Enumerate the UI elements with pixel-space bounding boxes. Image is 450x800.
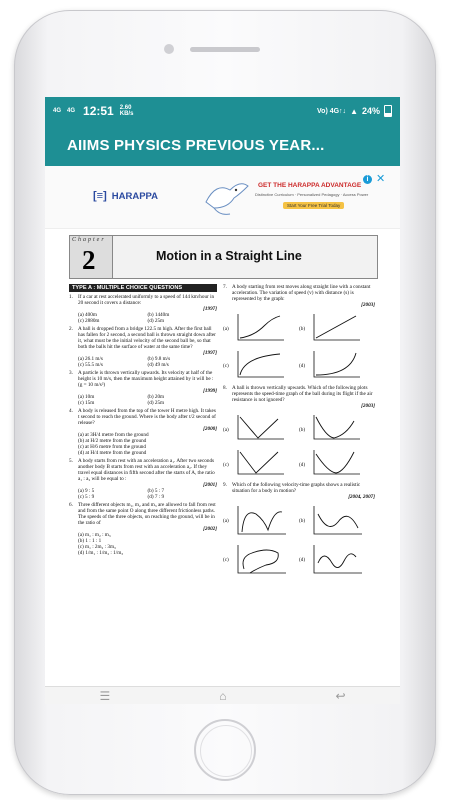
q8-graph-c <box>223 448 299 478</box>
graph-label: (c) <box>223 462 229 468</box>
left-column <box>69 284 217 558</box>
menu-nav-icon[interactable]: ☰ <box>99 688 111 703</box>
question-number: 8. <box>223 385 227 391</box>
answer-option: (d) at H/4 metre from the ground <box>78 450 147 456</box>
document-page[interactable] <box>45 229 400 627</box>
chapter-number: 2 <box>82 245 96 275</box>
answer-option: (d) 7 : 9 <box>147 494 165 500</box>
answer-option: (b) at H/2 metre from the ground <box>78 438 147 444</box>
graph-label: (a) <box>223 326 229 332</box>
answer-option: (a) 400m <box>78 312 97 318</box>
question-text: Which of the following velocity-time graphs shows a realistic situation for a body in motion? <box>232 482 361 494</box>
q9-graph-d <box>299 543 375 577</box>
question-6 <box>69 502 217 556</box>
graph-label: (a) <box>223 518 229 524</box>
answer-option: (c) m₁ : 2m₂ : 3m₃ <box>78 544 116 550</box>
question-number: 6. <box>69 502 73 508</box>
question-text: A ball is dropped from a bridge 122.5 m high. After the first ball has fallen for 2 second, a second ball is thrown straight down after it, what must be the initial velocity of the second ball be, so that both the balls hit the surface of water at the same time? <box>78 326 216 350</box>
battery-percent: 24% <box>361 106 380 116</box>
network-indicator-1 <box>53 108 61 115</box>
answer-option: (c) 55.5 m/s <box>78 362 103 368</box>
answer-option: (a) m₁ : m₂ : m₃ <box>78 532 111 538</box>
question-year: [2001] <box>203 482 217 488</box>
app-title: AIIMS PHYSICS PREVIOUS YEAR... <box>67 137 325 154</box>
answer-option: (b) 20m <box>147 394 165 400</box>
chapter-title: Motion in a Straight Line <box>156 249 302 263</box>
question-year: [1999] <box>203 388 217 394</box>
question-text: A body starts from rest with an acceleration a₁. After two seconds another body B starts from rest with an acceleration a₂. If they travel equal distances in fifth second after the starts of A, the ratio a₁ : a₂ will be equal to : <box>78 458 215 482</box>
chapter-header <box>69 235 378 279</box>
chapter-label: Chapter <box>72 237 106 243</box>
question-text: Three different objects m₁, m₂ and m₃ are allowed to fall from rest and from the same point O along three different frictionless paths. The speeds of the three objects, on reaching the ground, will be in the ratio of <box>78 502 216 526</box>
signal-icon: ▲ <box>350 106 358 116</box>
answer-option: (c) 2880m <box>78 318 100 324</box>
question-year: [2000] <box>203 426 217 432</box>
answer-option: (c) 15m <box>78 400 95 406</box>
answer-option: (d) 25m <box>147 400 165 406</box>
ad-subtext: Distinctive Curriculum · Personalized Pedagogy · Access Power <box>255 192 369 197</box>
harappa-logo-icon: [≡] <box>93 190 107 202</box>
question-year: [2003] <box>361 403 375 409</box>
answer-options <box>78 488 217 500</box>
answer-option: (c) 5 : 9 <box>78 494 95 500</box>
question-year: [2002] <box>203 526 217 532</box>
ad-brand: HARAPPA <box>111 190 159 202</box>
battery-icon <box>384 105 392 117</box>
question-5 <box>69 458 217 500</box>
answer-option: (b) 5 : 7 <box>147 488 165 494</box>
net2-label: 4G <box>67 107 76 114</box>
graph-label: (b) <box>299 326 306 332</box>
question-number: 3. <box>69 370 73 376</box>
q9-graph-b <box>299 504 375 538</box>
volte-indicator: Vo) 4G↑↓ <box>317 107 347 115</box>
navigation-bar <box>45 686 400 704</box>
answer-options <box>78 432 217 456</box>
question-1 <box>69 294 217 324</box>
q9-graph-a <box>223 504 299 538</box>
graph-label: (a) <box>223 427 229 433</box>
question-2 <box>69 326 217 368</box>
app-bar <box>45 125 400 166</box>
q7-graph-a <box>223 312 299 344</box>
speed-value: 2.60 <box>119 105 132 111</box>
q8-graph-b <box>299 413 375 443</box>
q8-graph-a <box>223 413 299 443</box>
q7-graph-c <box>223 349 299 381</box>
question-text: If a car at rest accelerated uniformly to a speed of 144 km/hour in 20 second it covers a distance: <box>78 294 215 306</box>
question-number: 1. <box>69 294 73 300</box>
ad-info-icon[interactable]: i <box>363 175 372 184</box>
graph-label: (d) <box>299 557 306 563</box>
answer-option: (a) at 3H/4 metre from the ground <box>78 432 149 438</box>
question-number: 4. <box>69 408 73 414</box>
graph-label: (c) <box>223 363 229 369</box>
answer-option: (b) 1440m <box>147 312 170 318</box>
question-3 <box>69 370 217 406</box>
question-year: [1997] <box>203 350 217 356</box>
question-text: A ball is thrown vertically upwards. Which of the following plots represents the speed-time graph of the ball during its flight if the air resistance is not ignored? <box>232 385 373 403</box>
question-7 <box>223 284 375 308</box>
question-4 <box>69 408 217 456</box>
question-text: A body starting from rest moves along straight line with a constant acceleration. The variation of speed (v) with distance (s) is represented by the graph: <box>232 284 371 302</box>
answer-options <box>78 312 217 324</box>
graph-label: (b) <box>299 518 306 524</box>
graph-label: (d) <box>299 462 306 468</box>
question-number: 7. <box>223 284 227 290</box>
question-number: 2. <box>69 326 73 332</box>
front-camera <box>164 44 174 54</box>
network-indicator-2 <box>67 108 75 115</box>
answer-option: (b) 9.8 m/s <box>147 356 171 362</box>
back-nav-icon[interactable]: ↩ <box>335 688 346 703</box>
status-time: 12:51 <box>83 104 114 118</box>
question-year: [1997] <box>203 306 217 312</box>
q7-graph-b <box>299 312 375 344</box>
ad-close-icon[interactable]: ✕ <box>376 173 386 185</box>
net1-label: 4G <box>53 107 62 114</box>
answer-options <box>78 532 217 556</box>
speed-unit: KB/s <box>119 111 134 117</box>
ad-bird-illustration <box>200 172 252 220</box>
question-text: A body is released from the top of the tower H metre high. It takes t second to reach the ground. Where is the body after t/2 second of release? <box>78 408 216 426</box>
question-8 <box>223 385 375 409</box>
answer-option: (a) 26.1 m/s <box>78 356 103 362</box>
answer-options <box>78 394 217 406</box>
graph-label: (b) <box>299 427 306 433</box>
q7-graph-d <box>299 349 375 381</box>
phone-screen <box>45 97 400 704</box>
network-speed <box>120 105 134 117</box>
q9-graph-c <box>223 543 299 577</box>
question-number: 5. <box>69 458 73 464</box>
chapter-number-box <box>70 236 113 278</box>
q9-graphs <box>223 504 375 577</box>
home-nav-icon[interactable]: ⌂ <box>219 688 227 703</box>
ad-headline: GET THE HARAPPA ADVANTAGE <box>258 182 362 189</box>
ad-banner[interactable] <box>45 166 400 229</box>
question-number: 9. <box>223 482 227 488</box>
answer-options <box>78 356 217 368</box>
answer-option: (a) 10m <box>78 394 95 400</box>
right-column <box>223 284 375 581</box>
answer-option: (d) 49 m/s <box>147 362 169 368</box>
question-year: [2003] <box>361 302 375 308</box>
answer-option: (a) 9 : 5 <box>78 488 95 494</box>
question-9 <box>223 482 375 500</box>
earpiece-speaker <box>190 47 260 52</box>
q8-graphs <box>223 413 375 478</box>
question-text: A particle is thrown vertically upwards. Its velocity at half of the height is 10 m/s, then the maximum height attained by it will be : (g = 10 m/s²) <box>78 370 214 388</box>
q8-graph-d <box>299 448 375 478</box>
graph-label: (d) <box>299 363 306 369</box>
answer-option: (d) 25m <box>147 318 165 324</box>
answer-option: (c) at H/6 metre from the ground <box>78 444 146 450</box>
ad-logo <box>93 190 158 202</box>
physical-home-button[interactable] <box>194 719 256 781</box>
status-bar <box>45 97 400 125</box>
question-list-left <box>69 294 217 556</box>
answer-option: (b) 1 : 1 : 1 <box>78 538 102 544</box>
answer-option: (d) 1/m₁ : 1/m₂ : 1/m₃ <box>78 550 124 556</box>
ad-cta-button[interactable]: Start Your Free Trial Today <box>283 202 344 209</box>
question-year: [2004, 2007] <box>348 494 375 500</box>
section-heading: TYPE A : MULTIPLE CHOICE QUESTIONS <box>69 284 217 292</box>
graph-label: (c) <box>223 557 229 563</box>
q7-graphs <box>223 312 375 381</box>
